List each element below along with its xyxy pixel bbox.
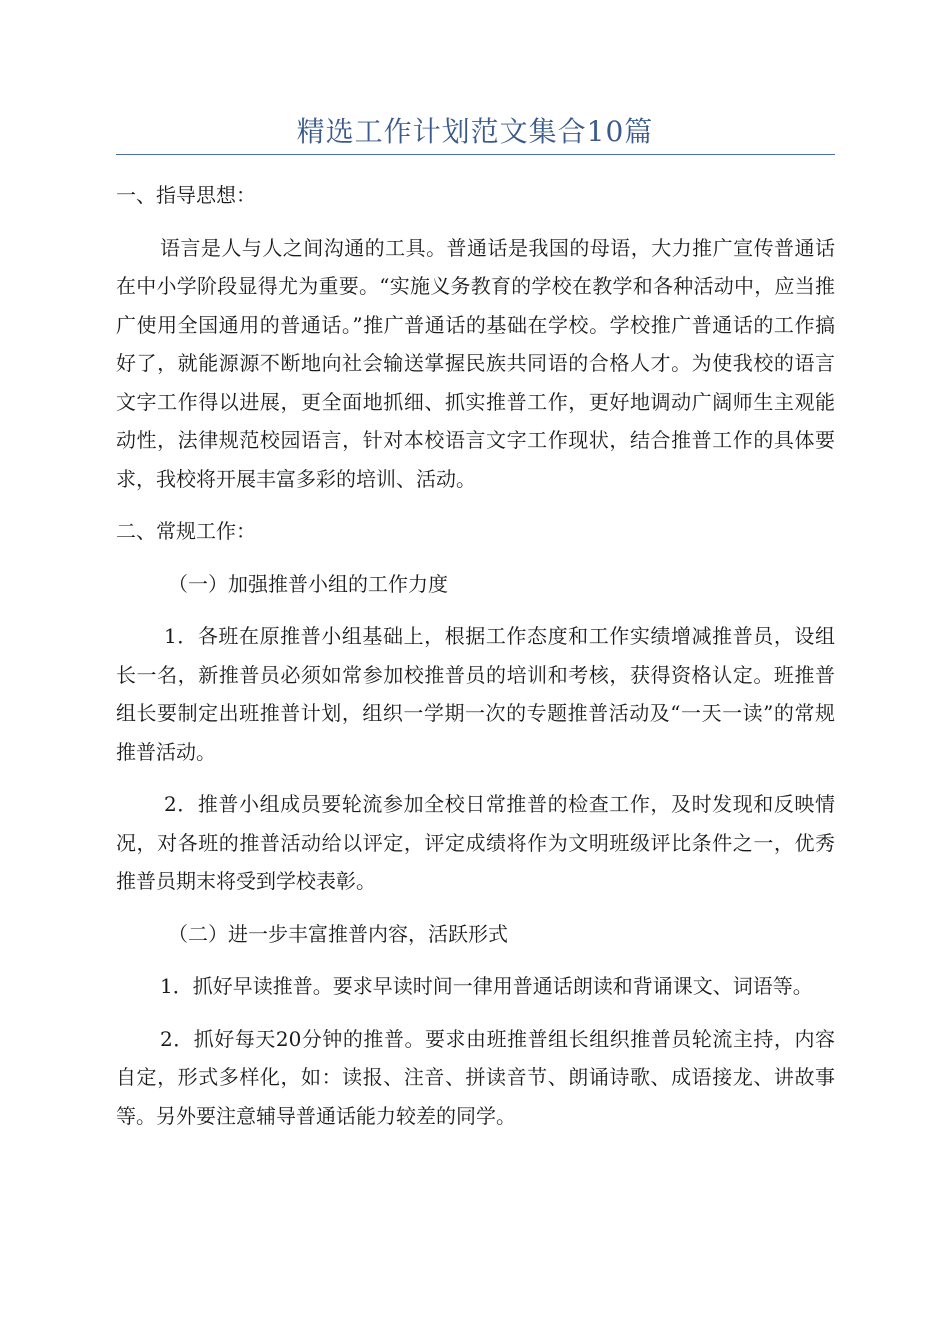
subheading-enrich-content: （二）进一步丰富推普内容，活跃形式	[168, 921, 508, 946]
subheading-strengthen-group: （一）加强推普小组的工作力度	[168, 571, 448, 596]
paragraph-item-morning-reading: 1．抓好早读推普。要求早读时间一律用普通话朗读和背诵课文、词语等。	[160, 974, 813, 998]
paragraph-item-1: 1．各班在原推普小组基础上，根据工作态度和工作实绩增减推普员，设组长一名，新推普员必须如常参加校推普员的培训和考核，获得资格认定。班推普组长要制定出班推普计划，组织一学期一次的专题推普活动及“一天一读”的常规推普活动。	[116, 624, 835, 764]
paragraph-item-daily-20min: 2．抓好每天20分钟的推普。要求由班推普组长组织推普员轮流主持，内容自定，形式多样化，如：读报、注音、拼读音节、朗诵诗歌、成语接龙、讲故事等。另外要注意辅导普通话能力较差的同学。	[116, 1026, 835, 1128]
paragraph-item-2: 2．推普小组成员要轮流参加全校日常推普的检查工作，及时发现和反映情况，对各班的推普活动给以评定，评定成绩将作为文明班级评比条件之一，优秀推普员期末将受到学校表彰。	[116, 792, 835, 893]
section-heading-guiding-thought: 一、指导思想：	[116, 183, 256, 207]
section-heading-routine-work: 二、常规工作：	[116, 519, 256, 543]
document-body	[116, 176, 835, 1149]
title-underline	[116, 154, 835, 155]
document-title: 精选工作计划范文集合10篇	[296, 115, 654, 148]
paragraph-guiding-thought: 语言是人与人之间沟通的工具。普通话是我国的母语，大力推广宣传普通话在中小学阶段显得尤为重要。“实施义务教育的学校在教学和各种活动中，应当推广使用全国通用的普通话。”推广普通话的基础在学校。学校推广普通话的工作搞好了，就能源源不断地向社会输送掌握民族共同语的合格人才。为使我校的语言文字工作得以进展，更全面地抓细、抓实推普工作，更好地调动广阔师生主观能动性，法律规范校园语言，针对本校语言文字工作现状，结合推普工作的具体要求，我校将开展丰富多彩的培训、活动。	[116, 235, 835, 491]
